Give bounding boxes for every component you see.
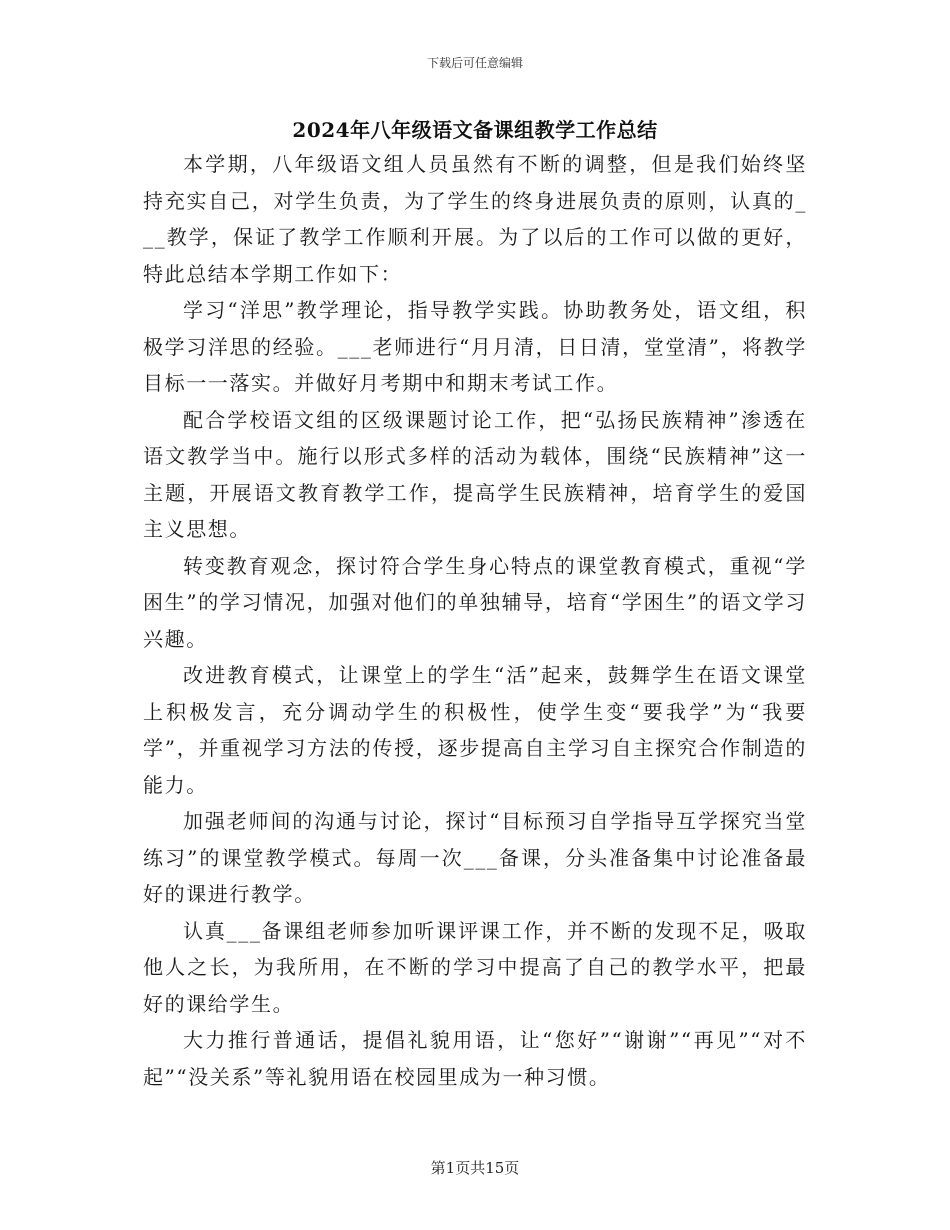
paragraph-teacher-communication: 加强老师间的沟通与讨论，探讨“目标预习自学指导互学探究当堂练习”的课堂教学模式。每周一次___备课，分头准备集中讨论准备最好的课进行教学。: [143, 809, 807, 906]
paragraph-struggling-students: 转变教育观念，探讨符合学生身心特点的课堂教育模式，重视“学困生”的学习情况，加强对他们的单独辅导，培育“学困生”的语文学习兴趣。: [143, 553, 807, 651]
paragraph-teaching-model: 改进教育模式，让课堂上的学生“活”起来，鼓舞学生在语文课堂上积极发言，充分调动学生的积极性，使学生变“要我学”为“我要学”，并重视学习方法的传授，逐步提高自主学习自主探究合作制造的能力。: [143, 663, 807, 797]
paragraph-yangsi-theory: 学习“洋思”教学理论，指导教学实践。协助教务处，语文组，积极学习洋思的经验。___老师进行“月月清，日日清，堂堂清”，将教学目标一一落实。并做好月考期中和期末考试工作。: [143, 298, 807, 395]
page-number-footer: 第1页共15页: [430, 1159, 520, 1177]
paragraph-mandarin: 大力推行普通话，提倡礼貌用语，让“您好”“谢谢”“再见”“对不起”“没关系”等礼貌用语在校园里成为一种习惯。: [143, 1028, 807, 1089]
page-header-note: 下载后可任意编辑: [426, 56, 523, 70]
document-title: 2024年八年级语文备课组教学工作总结: [292, 118, 658, 142]
paragraph-intro: 本学期，八年级语文组人员虽然有不断的调整，但是我们始终坚持充实自己，对学生负责，为了学生的终身进展负责的原则，认真的___教学，保证了教学工作顺利开展。为了以后的工作可以做的更好，特此总结本学期工作如下：: [143, 152, 807, 286]
paragraph-national-spirit: 配合学校语文组的区级课题讨论工作，把“弘扬民族精神”渗透在语文教学当中。施行以形式多样的活动为载体，围绕“民族精神”这一主题，开展语文教育教学工作，提高学生民族精神，培育学生的爱国主义思想。: [143, 407, 807, 541]
document-body: [143, 146, 807, 1095]
paragraph-lesson-observation: 认真___备课组老师参加听课评课工作，并不断的发现不足，吸取他人之长，为我所用，在不断的学习中提高了自己的教学水平，把最好的课给学生。: [143, 918, 807, 1016]
